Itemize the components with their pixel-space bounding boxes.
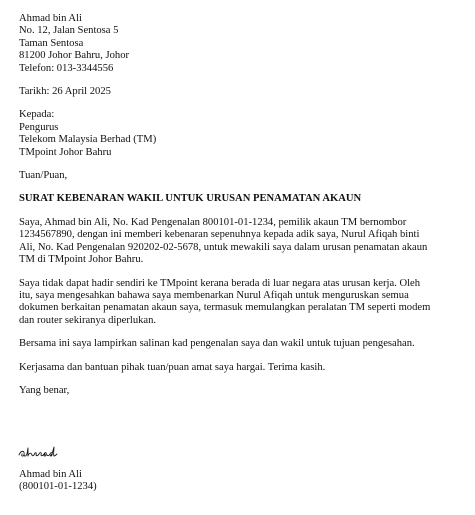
letter-body [19,13,467,397]
paragraph-4: Kerjasama dan bantuan pihak tuan/puan amat saya hargai. Terima kasih. [19,361,326,373]
sender-block [19,13,467,75]
paragraph-line: 1234567890, dengan ini memberi kebenaran sepenuhnya kepada adik saya, Nurul Afiqah binti [19,229,420,241]
sender-name: Ahmad bin Ali [19,13,82,24]
paragraph-line: dan router sekiranya diperlukan. [19,314,157,326]
recipient-block [19,109,467,159]
paragraph-line: Saya tidak dapat hadir sendiri ke TMpoint kerana berada di luar negara atas urusan kerja. Oleh [19,277,421,289]
letter-date: Tarikh: 26 April 2025 [19,86,111,98]
paragraph-line: dokumen berkaitan penamatan akaun saya, termasuk memulangkan peralatan TM seperti modem [19,302,431,314]
paragraph-2 [19,278,467,328]
paragraph-3: Bersama ini saya lampirkan salinan kad pengenalan saya dan wakil untuk tujuan pengesahan. [19,338,415,350]
recipient-line-1: Pengurus [19,121,59,133]
paragraph-line: itu, saya mengesahkan bahawa saya membenarkan Nurul Afiqah untuk menguruskan semua [19,289,409,301]
paragraph-line: Saya, Ahmad bin Ali, No. Kad Pengenalan 800101-01-1234, pemilik akaun TM bernombor [19,216,407,228]
signoff-name: Ahmad bin Ali [19,469,82,480]
signoff-ic: (800101-01-1234) [19,481,97,493]
signoff-block [19,469,219,494]
recipient-label: Kepada: [19,109,55,121]
letter-subject: SURAT KEBENARAN WAKIL UNTUK URUSAN PENAMATAN AKAUN [19,193,362,205]
paragraph-1 [19,217,467,267]
sender-address-line-3: 81200 Johor Bahru, Johor [19,50,130,62]
recipient-line-3: TMpoint Johor Bahru [19,146,112,158]
paragraph-line: TM di TMpoint Johor Bahru. [19,254,144,266]
paragraph-line: Ali, No. Kad Pengenalan 920202-02-5678, untuk mewakili saya dalam urusan penamatan akaun [19,241,428,253]
signature [17,444,65,460]
sender-address-line-1: No. 12, Jalan Sentosa 5 [19,25,119,37]
salutation: Tuan/Puan, [19,170,68,182]
sender-address-line-2: Taman Sentosa [19,37,84,49]
sender-phone: Telefon: 013-3344556 [19,62,114,74]
recipient-line-2: Telekom Malaysia Berhad (TM) [19,134,157,146]
closing: Yang benar, [19,384,70,396]
